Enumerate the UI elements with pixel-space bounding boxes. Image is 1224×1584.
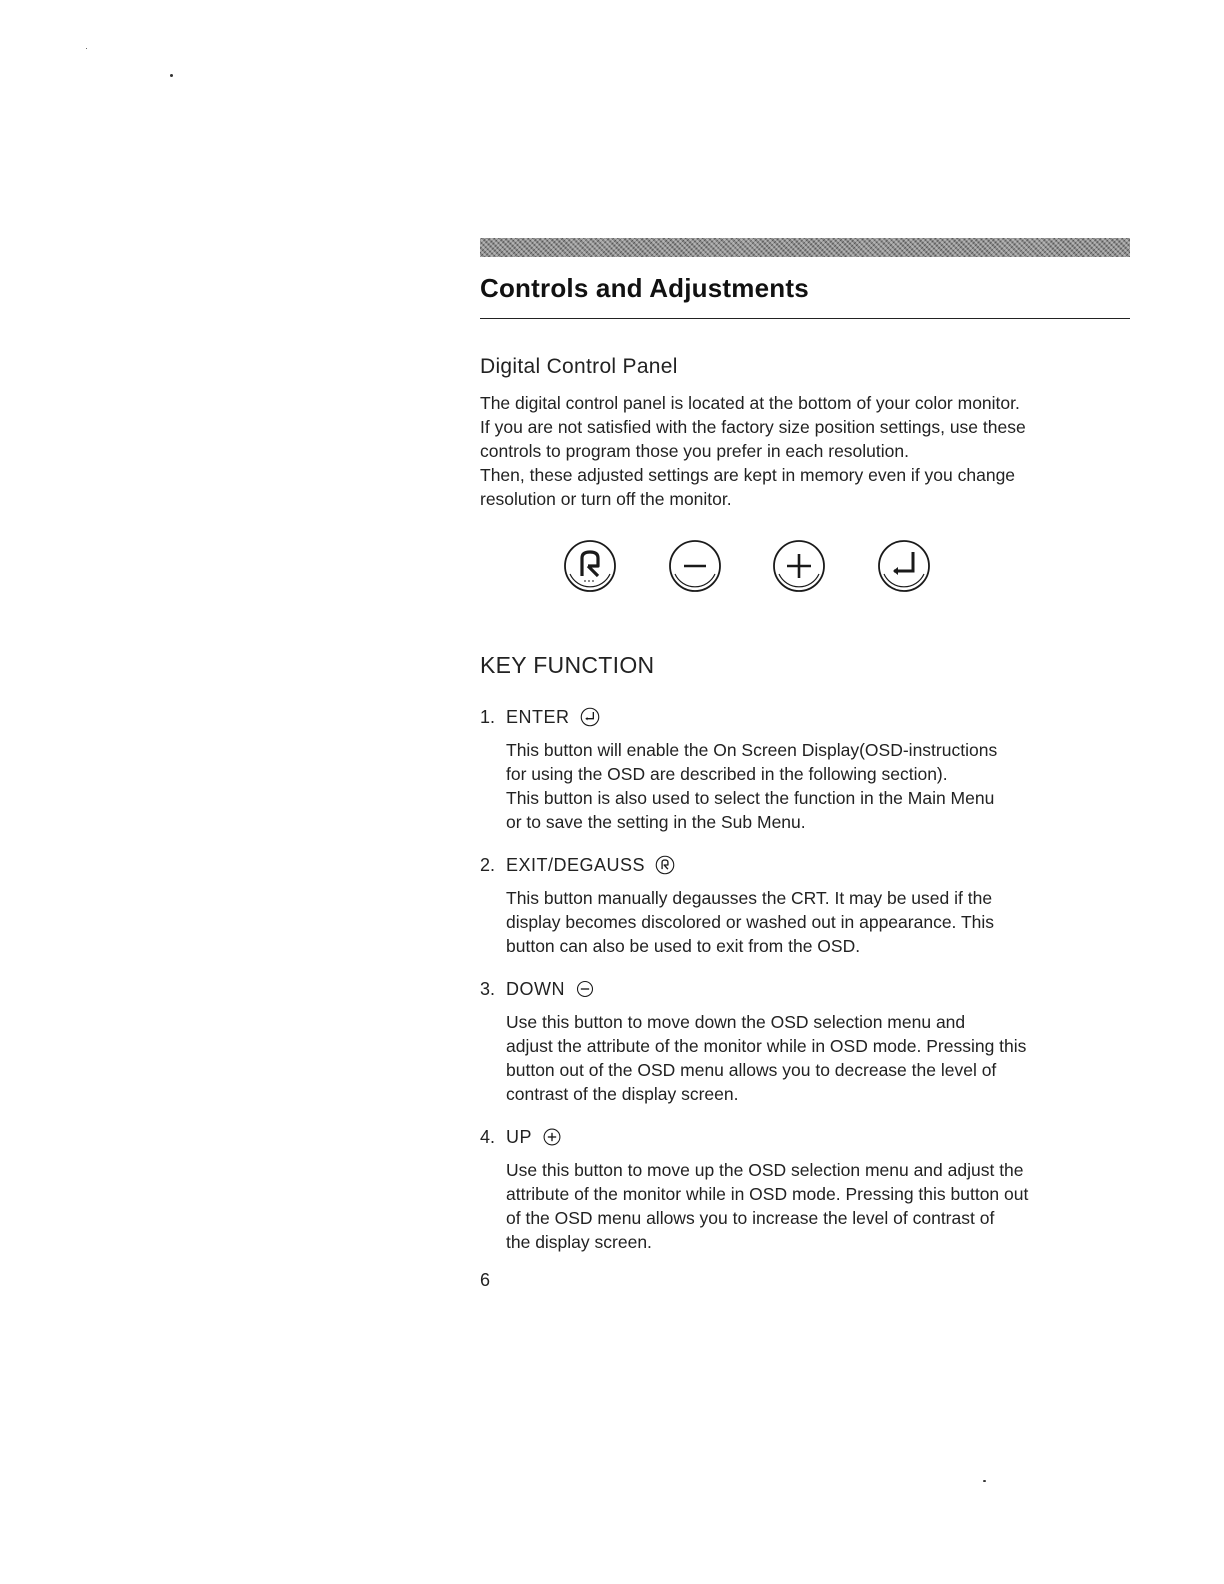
minus-icon [667,538,723,594]
intro-line: resolution or turn off the monitor. [480,489,732,509]
description-line: of the OSD menu allows you to increase the level of contrast of [506,1208,995,1228]
item-number: 4. [480,1126,496,1147]
intro-line: The digital control panel is located at the bottom of your color monitor. [480,393,1020,413]
description-line: button can also be used to exit from the OSD. [506,936,861,956]
description-line: button out of the OSD menu allows you to decrease the level of [506,1060,997,1080]
intro-paragraph [480,391,1130,511]
section-title: Controls and Adjustments [480,273,809,303]
exit-degauss-icon [655,855,675,875]
item-description [506,1158,1130,1254]
list-item [480,704,1130,834]
description-line: or to save the setting in the Sub Menu. [506,812,806,832]
item-label: DOWN [506,978,565,999]
description-line: This button will enable the On Screen Display(OSD-instructions [506,740,998,760]
item-number: 1. [480,706,496,727]
list-item [480,976,1130,1106]
intro-line: controls to program those you prefer in each resolution. [480,441,909,461]
item-heading [480,852,1130,878]
item-heading [480,976,1130,1002]
scan-speck [170,74,173,77]
plus-icon [771,538,827,594]
description-line: This button is also used to select the function in the Main Menu [506,788,995,808]
description-line: adjust the attribute of the monitor while in OSD mode. Pressing this [506,1036,1027,1056]
description-line: contrast of the display screen. [506,1084,739,1104]
scan-speck [983,1480,986,1482]
item-description [506,738,1130,834]
description-line: for using the OSD are described in the following section). [506,764,948,784]
description-line: Use this button to move down the OSD selection menu and [506,1012,966,1032]
item-number: 3. [480,978,496,999]
key-function-heading: KEY FUNCTION [480,652,655,678]
list-item [480,1124,1130,1254]
description-line: display becomes discolored or washed out in appearance. This [506,912,995,932]
item-description [506,886,1130,958]
item-label: ENTER [506,706,570,727]
scan-speck [86,48,87,49]
subheading: Digital Control Panel [480,355,678,378]
plus-icon [542,1127,562,1147]
control-buttons-illustration [562,536,932,596]
description-line: Use this button to move up the OSD selection menu and adjust the [506,1160,1024,1180]
list-item [480,852,1130,958]
description-line: This button manually degausses the CRT. It may be used if the [506,888,993,908]
item-heading [480,1124,1130,1150]
intro-line: If you are not satisfied with the factory size position settings, use these [480,417,1026,437]
section-header-band [480,238,1130,257]
intro-line: Then, these adjusted settings are kept in memory even if you change [480,465,1016,485]
enter-icon [580,707,600,727]
description-line: the display screen. [506,1232,652,1252]
page-content [480,238,1130,1290]
page-number: 6 [480,1270,491,1290]
minus-icon [575,979,595,999]
enter-icon [876,538,932,594]
key-function-list [480,704,1130,1272]
exit-degauss-icon [562,538,618,594]
item-label: UP [506,1126,533,1147]
item-label: EXIT/DEGAUSS [506,854,646,875]
item-heading [480,704,1130,730]
title-divider [480,318,1130,319]
item-number: 2. [480,854,496,875]
item-description [506,1010,1130,1106]
description-line: attribute of the monitor while in OSD mode. Pressing this button out [506,1184,1029,1204]
